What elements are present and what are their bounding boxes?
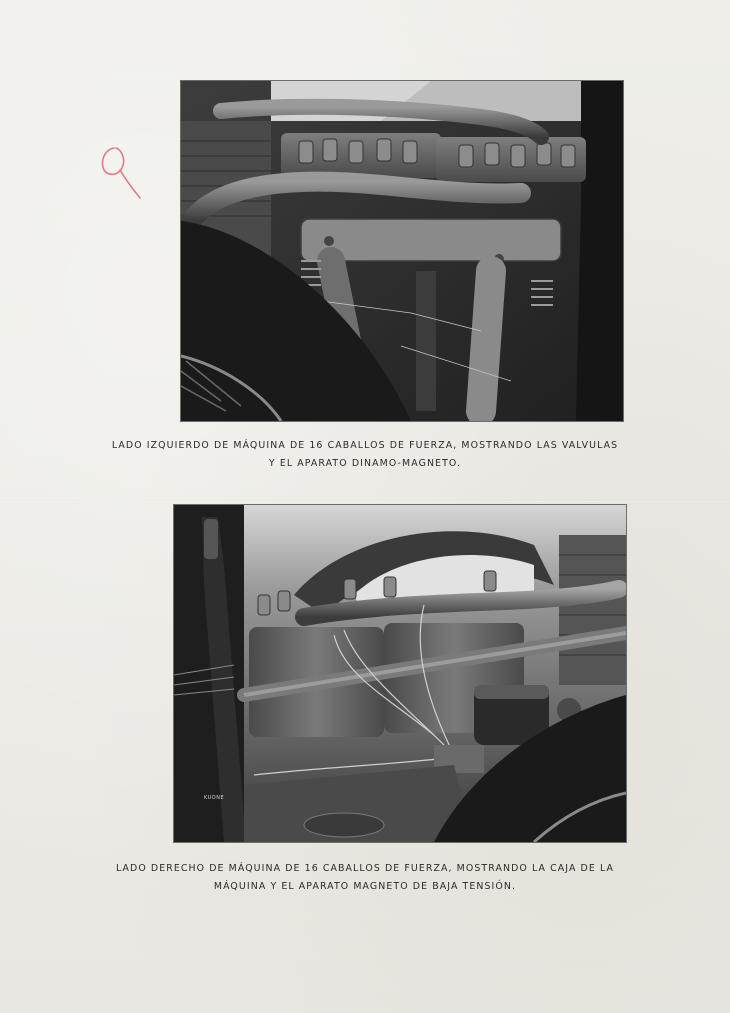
photo-caption-2 xyxy=(0,860,730,896)
caption-2-line-2: MÁQUINA Y EL APARATO MAGNETO DE BAJA TENSIÓN. xyxy=(213,881,517,892)
engine-left-side-photo xyxy=(180,80,624,422)
red-pencil-mark xyxy=(96,140,148,206)
paper-fold xyxy=(0,500,730,503)
photo-plate-mark: KUONE xyxy=(204,795,225,801)
photo-caption-1 xyxy=(0,437,730,473)
caption-2-line-1: LADO DERECHO DE MÁQUINA DE 16 CABALLOS DE FUERZA, MOSTRANDO LA CAJA DE LA xyxy=(115,863,615,874)
caption-1-line-1: LADO IZQUIERDO DE MÁQUINA DE 16 CABALLOS DE FUERZA, MOSTRANDO LAS VALVULAS xyxy=(111,440,619,451)
engine-right-side-photo xyxy=(173,504,627,843)
caption-1-line-2: Y EL APARATO DINAMO-MAGNETO. xyxy=(268,458,462,469)
